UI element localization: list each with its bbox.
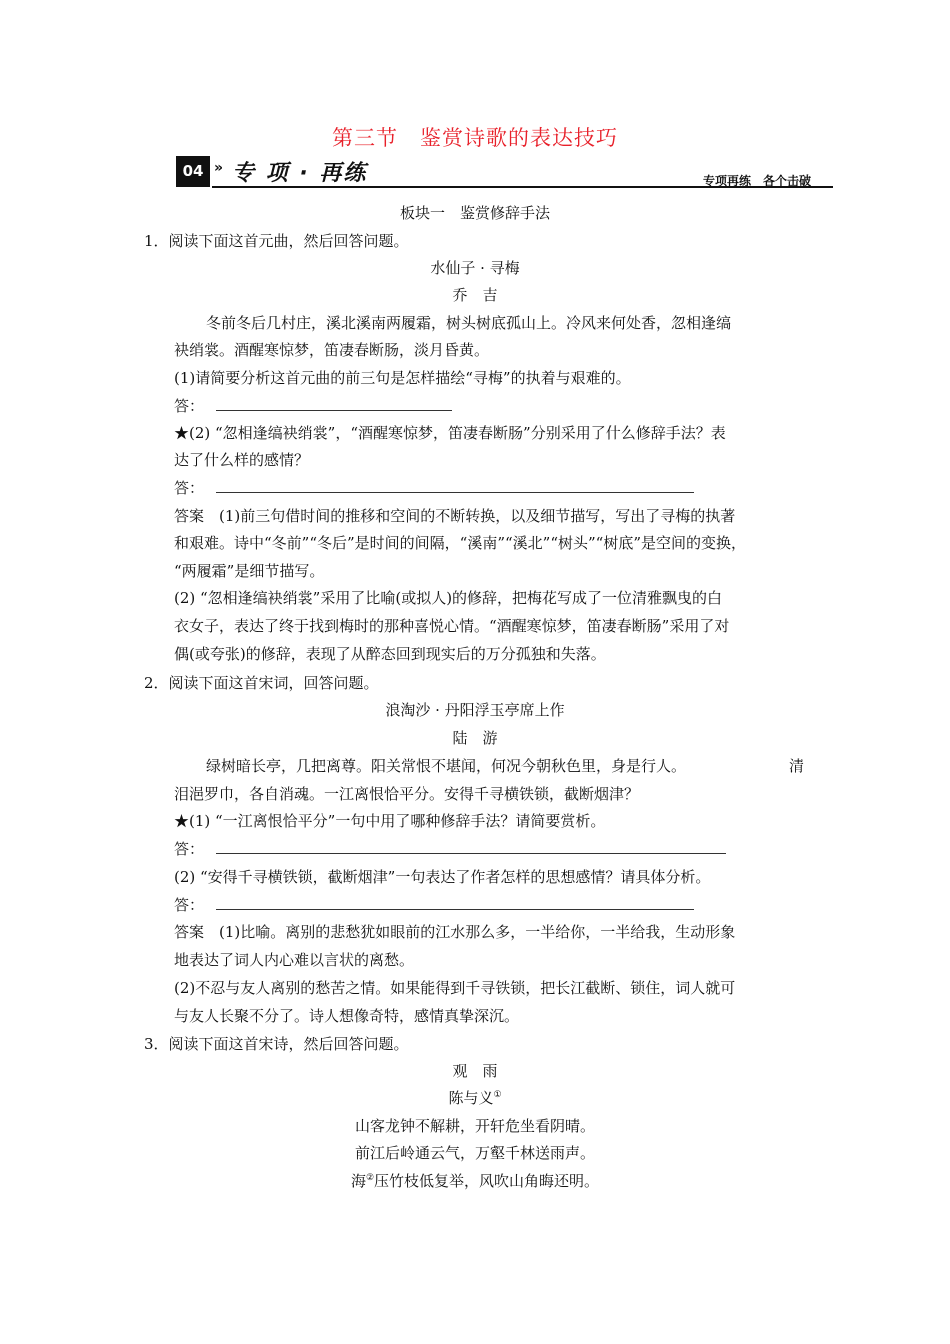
- q2-answer-blank-1[interactable]: [216, 839, 726, 854]
- q1-poem-title: 水仙子 · 寻梅: [430, 259, 520, 277]
- section-banner: [176, 156, 833, 190]
- q1-answer-text: 答案 (1)前三句借时间的推移和空间的不断转换，以及细节描写，写出了寻梅的执著: [174, 507, 736, 525]
- banner-heading: 专 项 · 再练: [232, 161, 368, 186]
- q1-poem-line: 袂绡裳。酒醒寒惊梦，笛凄春断肠，淡月昏黄。: [174, 341, 490, 359]
- q3-line3-start: 海: [350, 1172, 366, 1190]
- q3-poem-line: 前江后岭通云气，万壑千林送雨声。: [354, 1144, 595, 1162]
- q2-poem-line-end: 清: [789, 757, 805, 775]
- q1-answer-line-1: [174, 395, 452, 416]
- q1-sub-question-1: (1)请简要分析这首元曲的前三句是怎样描绘“寻梅”的执着与艰难的。: [174, 369, 631, 387]
- q2-sub-question-1: ★(1) “一江离恨恰平分”一句中用了哪种修辞手法？请简要赏析。: [174, 812, 606, 830]
- q2-author: 陆 游: [452, 729, 498, 747]
- q1-author: 乔 吉: [452, 286, 498, 304]
- q1-sub-question-2: 达了什么样的感情？: [174, 451, 310, 469]
- q1-sub-question-2: ★(2) “忽相逢缟袂绡裳”，“酒醒寒惊梦，笛凄春断肠”分别采用了什么修辞手法？表: [174, 424, 726, 442]
- answer-label: 答：: [174, 479, 205, 497]
- q1-answer-text: (2) “忽相逢缟袂绡裳”采用了比喻(或拟人)的修辞，把梅花写成了一位清雅飘曳的白: [174, 589, 723, 607]
- footnote-marker: ①: [493, 1090, 502, 1100]
- q1-answer-text: 偶(或夸张)的修辞，表现了从醉态回到现实后的万分孤独和失落。: [174, 645, 606, 663]
- q2-answer-line-1: [174, 838, 726, 859]
- q2-answer-line-2: [174, 894, 694, 915]
- q2-answer-text: (2)不忍与友人离别的愁苦之情。如果能得到千寻铁锁，把长江截断、锁住，词人就可: [174, 979, 736, 997]
- banner-number-badge: 04: [176, 156, 210, 187]
- answer-label: 答：: [174, 840, 205, 858]
- q2-answer-text: 地表达了词人内心难以言状的离愁。: [174, 951, 415, 969]
- chevron-right-icon: »: [214, 160, 224, 176]
- q2-poem-title: 浪淘沙 · 丹阳浮玉亭席上作: [385, 701, 565, 719]
- q1-answer-blank-1[interactable]: [216, 396, 452, 411]
- page-title: 第三节 鉴赏诗歌的表达技巧: [332, 126, 618, 150]
- q2-sub-question-2: (2) “安得千寻横铁锁，截断烟津”一句表达了作者怎样的思想感情？请具体分析。: [174, 868, 711, 886]
- q2-poem-line: 泪浥罗巾，各自消魂。一江离恨恰平分。安得千寻横铁锁，截断烟津？: [174, 785, 640, 803]
- q2-poem-line: 绿树暗长亭，几把离尊。阳关常恨不堪闻，何况今朝秋色里，身是行人。: [206, 757, 687, 775]
- q2-prompt: 2．阅读下面这首宋词，回答问题。: [144, 674, 379, 692]
- q3-poem-title: 观 雨: [452, 1062, 498, 1080]
- q3-poem-line: 山客龙钟不解耕，开轩危坐看阴晴。: [354, 1117, 595, 1135]
- q3-author: [0, 1087, 950, 1108]
- footnote-marker: ②: [365, 1173, 375, 1183]
- q1-answer-text: “两履霜”是细节描写。: [174, 562, 325, 580]
- q1-prompt: 1．阅读下面这首元曲，然后回答问题。: [144, 232, 409, 250]
- q1-answer-text: 和艰难。诗中“冬前”“冬后”是时间的间隔，“溪南”“溪北”“树头”“树底”是空间的变换，: [174, 534, 747, 552]
- banner-subtitle: 专项再练 各个击破: [702, 174, 811, 188]
- q3-author-name: 陈与义: [448, 1089, 494, 1107]
- q1-answer-blank-2[interactable]: [216, 478, 694, 493]
- q3-prompt: 3．阅读下面这首宋诗，然后回答问题。: [144, 1035, 409, 1053]
- q2-answer-text: 与友人长聚不分了。诗人想像奇特，感情真挚深沉。: [174, 1007, 520, 1025]
- q1-poem-line: 冬前冬后几村庄，溪北溪南两履霜，树头树底孤山上。冷风来何处香，忽相逢缟: [206, 314, 732, 332]
- section-title: 板块一 鉴赏修辞手法: [399, 204, 550, 222]
- answer-label: 答：: [174, 896, 205, 914]
- q1-answer-text: 衣女子，表达了终于找到梅时的那种喜悦心情。“酒醒寒惊梦，笛凄春断肠”采用了对: [174, 617, 730, 635]
- q3-line3-rest: 压竹枝低复举，风吹山角晦还明。: [374, 1172, 600, 1190]
- q2-answer-blank-2[interactable]: [216, 895, 694, 910]
- q1-answer-line-2: [174, 477, 694, 498]
- q3-poem-line: [0, 1170, 950, 1191]
- answer-label: 答：: [174, 397, 205, 415]
- q2-answer-text: 答案 (1)比喻。离别的悲愁犹如眼前的江水那么多，一半给你，一半给我，生动形象: [174, 923, 736, 941]
